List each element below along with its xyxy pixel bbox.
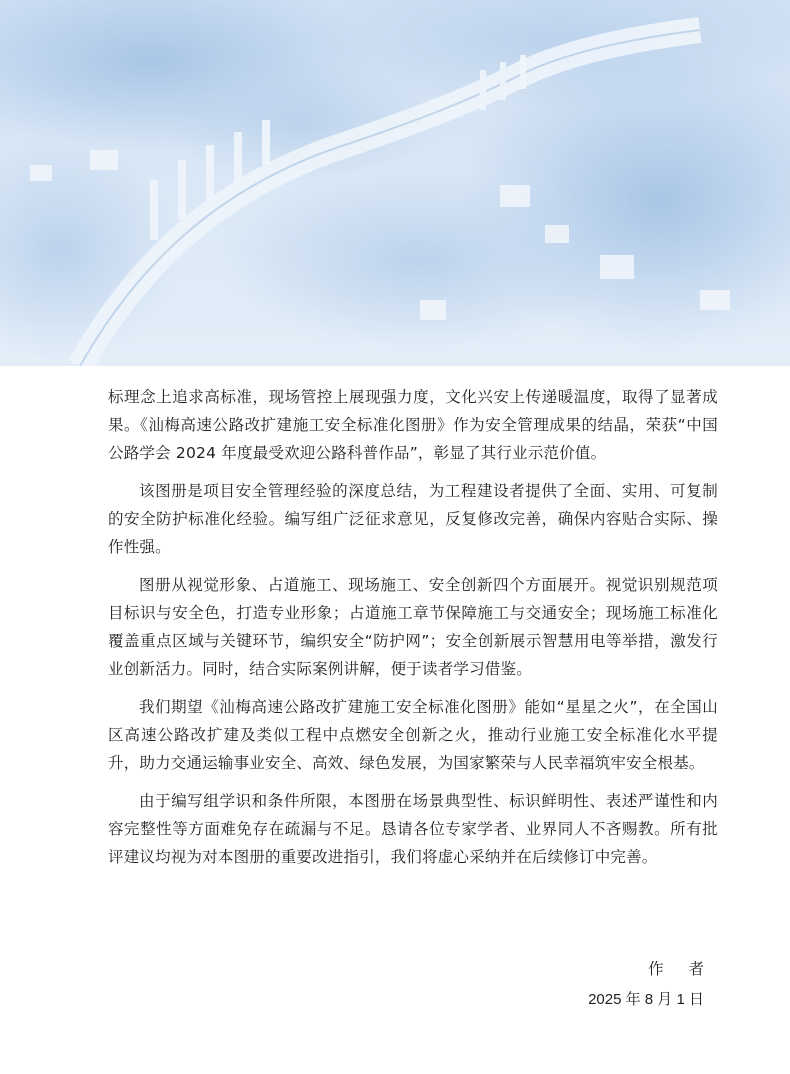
paragraph-2: 该图册是项目安全管理经验的深度总结，为工程建设者提供了全面、实用、可复制的安全防护标准化经验。编写组广泛征求意见，反复修改完善，确保内容贴合实际、操作性强。 [108, 482, 718, 556]
paragraph-5: 由于编写组学识和条件所限，本图册在场景典型性、标识鲜明性、表述严谨性和内容完整性等方面难免存在疏漏与不足。恳请各位专家学者、业界同人不吝赐教。所有批评建议均视为对本图册的重要改进指引，我们将虚心采纳并在后续修订中完善。 [108, 792, 718, 866]
author-signature: 作 者 [648, 960, 714, 978]
header-photo [0, 0, 790, 366]
signature-date: 2025 年 8 月 1 日 [588, 991, 704, 1008]
body-text [108, 383, 718, 881]
paragraph-1: 标理念上追求高标准，现场管控上展现强力度，文化兴安上传递暖温度，取得了显著成果。《汕梅高速公路改扩建施工安全标准化图册》作为安全管理成果的结晶，荣获“中国公路学会 2024 年度最受欢迎公路科普作品”，彰显了其行业示范价值。 [108, 388, 718, 462]
highway-bridge-image [0, 0, 790, 366]
paragraph-4: 我们期望《汕梅高速公路改扩建施工安全标准化图册》能如“星星之火”，在全国山区高速公路改扩建及类似工程中点燃安全创新之火，推动行业施工安全标准化水平提升，助力交通运输事业安全、高效、绿色发展，为国家繁荣与人民幸福筑牢安全根基。 [108, 698, 718, 772]
paragraph-3: 图册从视觉形象、占道施工、现场施工、安全创新四个方面展开。视觉识别规范项目标识与安全色，打造专业形象；占道施工章节保障施工与交通安全；现场施工标准化覆盖重点区域与关键环节，编织安全“防护网”；安全创新展示智慧用电等举措，激发行业创新活力。同时，结合实际案例讲解，便于读者学习借鉴。 [108, 576, 718, 678]
